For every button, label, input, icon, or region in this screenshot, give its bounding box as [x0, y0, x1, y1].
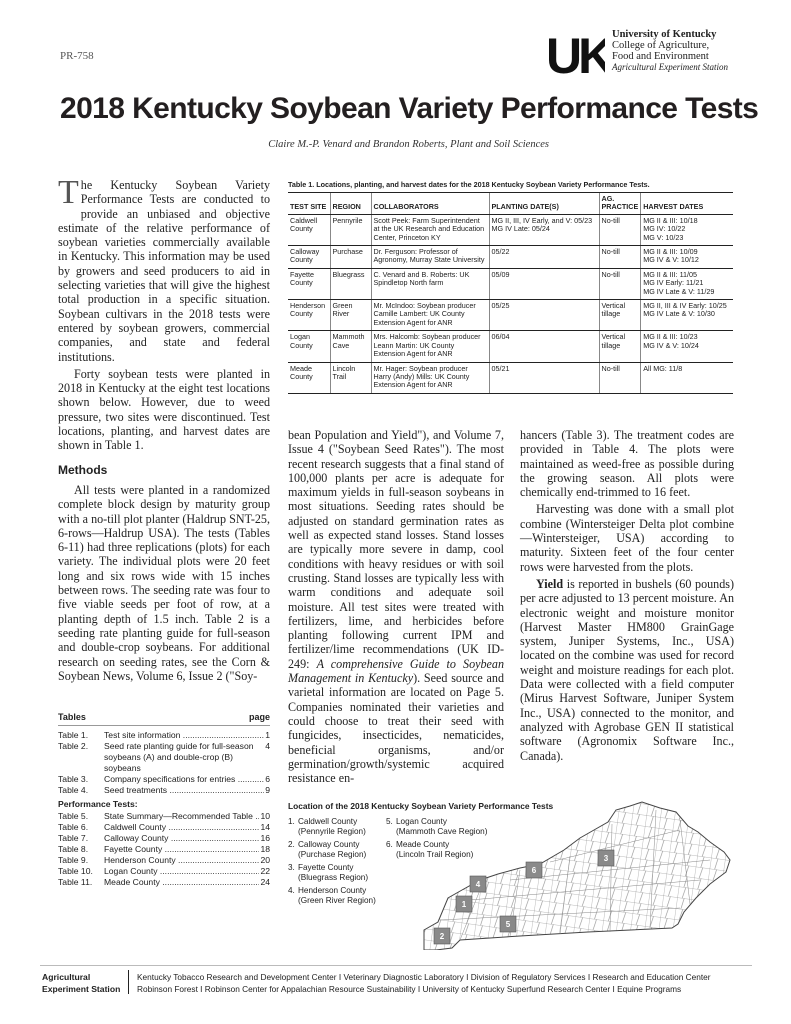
table-cell: Caldwell County [288, 214, 330, 245]
table-cell: 05/25 [489, 300, 599, 331]
table-cell: 05/09 [489, 268, 599, 299]
table-cell: Mr. McIndoo: Soybean producer Camille Lambert: UK County Extension Agent for ANR [371, 300, 489, 331]
intro-text-1: he Kentucky Soybean Variety Performance Tests are conducted to provide an unbiased and objective estimate of the relative performance of soybean varieties commercially available in Kentucky. This information may be used by growers and seed producers to aid in selecting varieties that will give the highest total production in a specific situation. Soybean cultivars in the 2018 tests were entered by soybean growers, commercial companies, and state and federal institutions. [58, 178, 270, 364]
table-row [288, 331, 733, 362]
table-cell: Vertical tillage [599, 331, 641, 362]
location-name: Calloway County [298, 840, 360, 849]
toc-entry [58, 785, 270, 796]
toc-entry [58, 774, 270, 785]
toc-page: 20 [260, 855, 270, 865]
location-region: (Mammoth Cave Region) [396, 827, 488, 836]
toc-number: Table 5. [58, 811, 89, 821]
col-header: TEST SITE [288, 193, 330, 215]
table-row [288, 214, 733, 245]
table-cell: Pennyrile [330, 214, 371, 245]
university-name: University of Kentucky [612, 29, 717, 40]
location-item [288, 840, 376, 860]
table-cell: Vertical tillage [599, 300, 641, 331]
location-region: (Pennyrile Region) [298, 827, 366, 836]
col-header: HARVEST DATES [641, 193, 733, 215]
toc-page: 1 [265, 730, 270, 740]
methods-paragraph-5 [520, 577, 734, 763]
table-row [288, 246, 733, 269]
map-title: Location of the 2018 Kentucky Soybean Variety Performance Tests [288, 801, 554, 811]
drop-cap: T [58, 174, 79, 211]
methods-paragraph-4: Harvesting was done with a small plot combine (Wintersteiger Delta plot combine—Wintersteiger, USA) according to maturity. Sixteen feet of the four center rows were harvested from the plots. [520, 502, 734, 574]
table-cell: No-till [599, 362, 641, 393]
table-cell: Fayette County [288, 268, 330, 299]
location-name: Logan County [396, 817, 447, 826]
toc-entry [58, 730, 270, 741]
toc-entry [58, 833, 270, 844]
table-cell: Meade County [288, 362, 330, 393]
toc-entry [58, 822, 270, 833]
toc-number: Table 10. [58, 866, 93, 876]
toc-entry [58, 866, 270, 877]
table-cell: 05/22 [489, 246, 599, 269]
toc-page: 14 [260, 822, 270, 832]
intro-paragraph-2: Forty soybean tests were planted in 2018 in Kentucky at the eight test locations shown below. However, due to weed pressure, two sites were discontinued. Test locations, planting, and harvest dates are shown in Table 1. [58, 366, 270, 453]
kentucky-map [380, 800, 740, 955]
station-name: Agricultural Experiment Station [612, 62, 728, 72]
table-cell: C. Venard and B. Roberts: UK Spindletop North farm [371, 268, 489, 299]
table-cell: No-till [599, 268, 641, 299]
tables-index [58, 712, 270, 888]
location-number: 3. [288, 863, 295, 872]
table-cell: 06/04 [489, 331, 599, 362]
toc-page: 9 [265, 785, 270, 795]
toc-title: Test site information ..... [104, 730, 264, 741]
table-cell: Green River [330, 300, 371, 331]
location-name: Henderson County [298, 886, 367, 895]
toc-head-right: page [248, 712, 270, 722]
toc-page: 4 [265, 741, 270, 751]
table-cell: Mrs. Halcomb: Soybean producer Leann Martin: UK County Extension Agent for ANR [371, 331, 489, 362]
table-cell: No-till [599, 246, 641, 269]
site-table [288, 192, 733, 394]
footer-centers-line-1: Kentucky Tobacco Research and Development Center I Veterinary Diagnostic Laboratory I Division of Regulatory Services I Research and Education Center [137, 972, 711, 982]
location-item [288, 863, 376, 883]
table-cell: 05/21 [489, 362, 599, 393]
toc-title: State Summary—Recommended Table ..... [104, 811, 259, 822]
toc-title: Seed rate planting guide for full-season soybeans (A) and double-crop (B) soybeans [104, 741, 254, 773]
location-number: 6. [386, 840, 393, 849]
table-cell: MG II & III: 11/05 MG IV Early: 11/21 MG IV Late & V: 11/29 [641, 268, 733, 299]
methods-paragraph-3: hancers (Table 3). The treatment codes are provided in Table 4. The plots were maintained as weed-free as possible during the growing season. All plots were chemically end-trimmed to 16 feet. [520, 428, 734, 500]
county-marker-label: 1 [461, 900, 467, 909]
yield-text: is reported in bushels (60 pounds) per acre adjusted to 13 percent moisture. An electronic weight and moisture monitor (Harvest Master HM800 GrainGage system, Juniper Systems, Inc., USA) located on the combine was used for record weight and moisture readings for each plot. Data were collected with a field computer (Mirus Harvest Software, Juniper System Inc., USA) connected to the monitor, and analyzed with Agrobase GEN II statistical software (Agronomix Software Inc., Canada). [520, 576, 734, 763]
performance-tests-heading: Performance Tests: [58, 799, 138, 809]
toc-entry [58, 877, 270, 888]
methods-paragraph-2 [288, 428, 504, 785]
toc-number: Table 4. [58, 785, 89, 795]
table-cell: Mammoth Cave [330, 331, 371, 362]
location-region: (Lincoln Trail Region) [396, 850, 474, 859]
location-name: Caldwell County [298, 817, 358, 826]
toc-title: Fayette County ..... [104, 844, 259, 855]
table-cell: MG II & III: 10/23 MG IV & V: 10/24 [641, 331, 733, 362]
table-cell: MG II, III & IV Early: 10/25 MG IV Late & V: 10/30 [641, 300, 733, 331]
tables-index-header [58, 712, 270, 726]
toc-number: Table 3. [58, 774, 89, 784]
table-header-row [288, 193, 733, 215]
intro-paragraph-1 [58, 174, 270, 364]
footer-centers [137, 971, 711, 995]
table-cell: MG II & III: 10/18 MG IV: 10/22 MG V: 10/23 [641, 214, 733, 245]
methods-text-a: bean Population and Yield"), and Volume 7, Issue 4 ("Soybean Seed Rates"). The most recent research suggests that a final stand of 100,000 plants per acre is adequate for maximum yields in full-season soybeans in most situations. Seeding rates should be adjusted on standard germination rates as well as expected stand losses. Stand losses are typically more severe in damp, cool conditions with heavy residues or with soil crusting. Stand losses are typically less with warm conditions and adequate soil moisture. All test sites were treated with fertilizers, lime, and herbicides before planting following current IPM and fertilizer/lime recommendations (UK ID-249: [288, 428, 504, 671]
location-item [288, 886, 376, 906]
methods-column-3 [520, 428, 734, 766]
toc-number: Table 2. [58, 741, 89, 751]
college-line-1: College of Agriculture, [612, 40, 710, 51]
table-cell: Bluegrass [330, 268, 371, 299]
toc-number: Table 7. [58, 833, 89, 843]
college-line-2: Food and Environment [612, 51, 709, 62]
footer-station-line-2: Experiment Station [42, 984, 121, 994]
table-cell: MG II, III, IV Early, and V: 05/23 MG IV Late: 05/24 [489, 214, 599, 245]
table-cell: Calloway County [288, 246, 330, 269]
location-name: Meade County [396, 840, 450, 849]
location-region: (Bluegrass Region) [298, 873, 369, 882]
toc-entry [58, 811, 270, 822]
footer-station [42, 971, 120, 995]
toc-title: Henderson County ..... [104, 855, 259, 866]
table-1 [288, 180, 733, 394]
table-cell: Henderson County [288, 300, 330, 331]
publication-title: A comprehensive Guide to Soybean Management in Kentucky [288, 656, 504, 686]
methods-text-b: ). Seed source and varietal information are located on Page 5. Companies nominated their varieties and could choose to treat their seed with fungicides, insecticides, nematicides, beneficial organisms, and/or germination/growth/systemic acquired resistance en- [288, 671, 504, 786]
table-cell: Mr. Hager: Soybean producer Harry (Andy) Mills: UK County Extension Agent for ANR [371, 362, 489, 393]
col-header: COLLABORATORS [371, 193, 489, 215]
location-text [298, 863, 368, 883]
intro-column [58, 174, 270, 686]
toc-page: 10 [260, 811, 270, 821]
toc-entry [58, 855, 270, 866]
location-number: 1. [288, 817, 295, 826]
toc-title: Meade County ..... [104, 877, 259, 888]
county-marker-label: 6 [531, 866, 537, 875]
toc-page: 6 [265, 774, 270, 784]
toc-entry [58, 844, 270, 855]
toc-page: 24 [260, 877, 270, 887]
footer-station-line-1: Agricultural [42, 972, 91, 982]
toc-title: Seed treatments ..... [104, 785, 264, 796]
table-cell: Scott Peek: Farm Superintendent at the UK Research and Education Center, Princeton KY [371, 214, 489, 245]
toc-page: 22 [260, 866, 270, 876]
authors: Claire M.-P. Venard and Brandon Roberts, Plant and Soil Sciences [268, 139, 549, 150]
toc-number: Table 11. [58, 877, 93, 887]
toc-number: Table 1. [58, 730, 89, 740]
toc-title: Caldwell County ..... [104, 822, 259, 833]
table-row [288, 300, 733, 331]
toc-number: Table 8. [58, 844, 89, 854]
methods-column-2 [288, 428, 504, 788]
table-row [288, 362, 733, 393]
table-cell: All MG: 11/8 [641, 362, 733, 393]
county-marker-label: 5 [505, 920, 511, 929]
publication-code: PR-758 [60, 50, 94, 62]
col-header: AG. PRACTICE [599, 193, 641, 215]
toc-number: Table 9. [58, 855, 89, 865]
uk-logo [545, 30, 605, 83]
footer-divider [40, 965, 752, 966]
toc-page: 16 [260, 833, 270, 843]
location-text [298, 886, 376, 906]
table-cell: Logan County [288, 331, 330, 362]
toc-title: Company specifications for entries ..... [104, 774, 264, 785]
page-title: 2018 Kentucky Soybean Variety Performance Tests [60, 92, 759, 125]
university-block [612, 29, 728, 73]
toc-title: Logan County ..... [104, 866, 259, 877]
yield-term: Yield [536, 576, 564, 591]
location-region: (Purchase Region) [298, 850, 367, 859]
location-text [298, 817, 366, 837]
location-item [288, 817, 376, 837]
footer-centers-line-2: Robinson Forest I Robinson Center for Appalachian Resource Sustainability I University of Kentucky Superfund Research Center I Equine Programs [137, 984, 682, 994]
table-row [288, 268, 733, 299]
location-region: (Green River Region) [298, 896, 376, 905]
county-marker-label: 4 [475, 880, 481, 889]
methods-paragraph-1: All tests were planted in a randomized complete block design by maturity group with a no-till plot planter (Haldrup SNT-25, 6-rows—Haldrup USA). The tests (Tables 6-11) had three replications (plots) for each variety. The individual plots were 20 feet long and six rows wide with 15 inches between rows. The seeding rate was four to five viable seeds per foot of row, at a planting depth of 1.5 inch. Table 2 is a seeding rate planting guide for full-season and double-crop soybeans. For additional research on seeding rates, see the Corn & Soybean News, Volume 6, Issue 2 ("Soy- [58, 482, 270, 683]
methods-heading: Methods [58, 462, 108, 477]
toc-title: Calloway County ..... [104, 833, 259, 844]
location-name: Fayette County [298, 863, 354, 872]
svg-text:UK: UK [546, 30, 605, 78]
county-marker-label: 2 [439, 932, 445, 941]
toc-head-left: Tables [58, 712, 86, 722]
location-number: 5. [386, 817, 393, 826]
footer-separator [128, 970, 129, 994]
location-number: 4. [288, 886, 295, 895]
table-cell: MG II & III: 10/09 MG IV & V: 10/12 [641, 246, 733, 269]
location-text [298, 840, 366, 860]
table-cell: No-till [599, 214, 641, 245]
table-cell: Purchase [330, 246, 371, 269]
col-header: REGION [330, 193, 371, 215]
county-marker-label: 3 [603, 854, 609, 863]
table-cell: Lincoln Trail [330, 362, 371, 393]
table-cell: Dr. Ferguson: Professor of Agronomy, Murray State University [371, 246, 489, 269]
toc-page: 18 [260, 844, 270, 854]
table-1-caption: Table 1. Locations, planting, and harvest dates for the 2018 Kentucky Soybean Variety Performance Tests. [288, 180, 650, 189]
location-number: 2. [288, 840, 295, 849]
col-header: PLANTING DATE(S) [489, 193, 599, 215]
location-list-left [288, 817, 376, 909]
toc-number: Table 6. [58, 822, 89, 832]
toc-entry [58, 741, 270, 774]
